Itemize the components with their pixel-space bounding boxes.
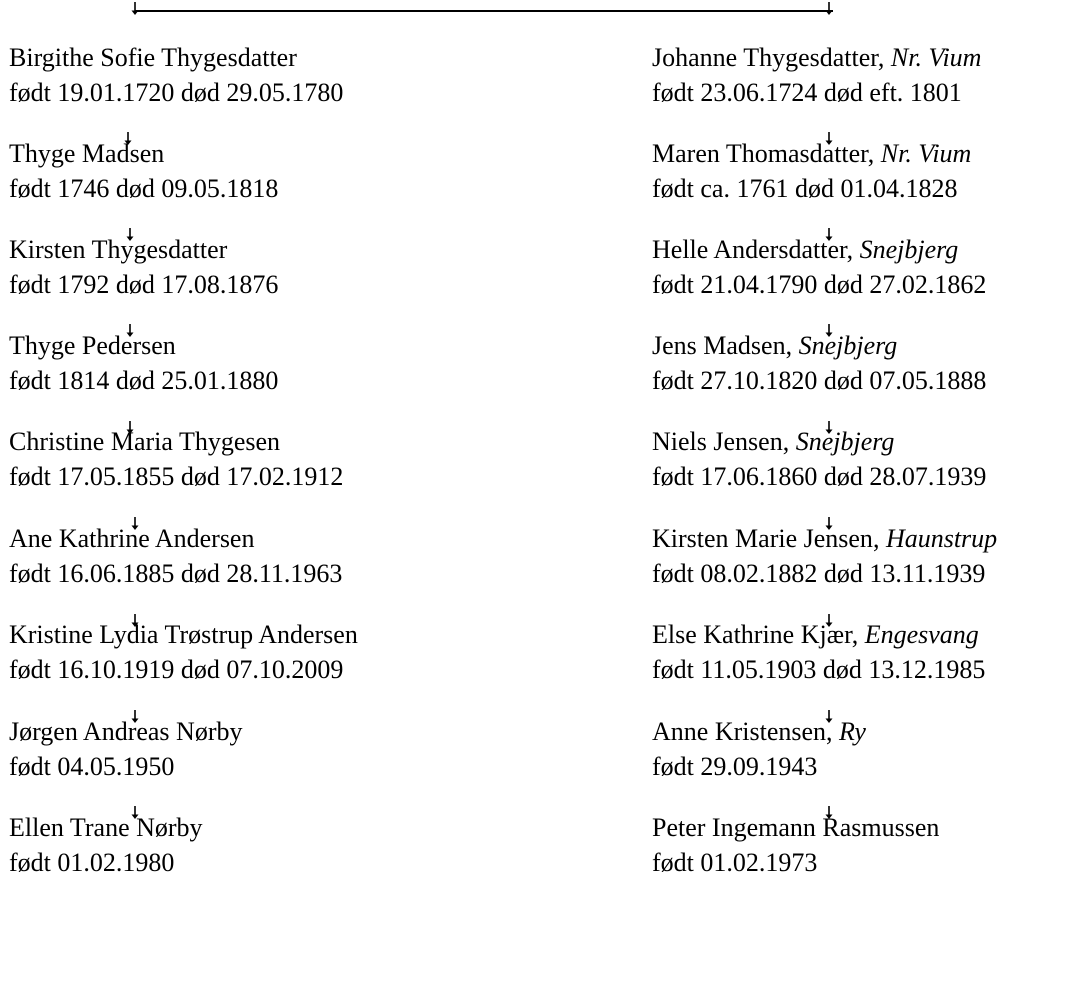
person-place: Ry <box>839 717 866 746</box>
person-entry <box>652 714 866 784</box>
person-name: Jørgen Andreas Nørby <box>9 717 243 746</box>
person-place: Nr. Vium <box>890 43 982 72</box>
person-name-line <box>9 617 358 652</box>
person-name: Else Kathrine Kjær <box>652 620 852 649</box>
place-separator: , <box>826 717 840 746</box>
place-separator: , <box>782 427 796 456</box>
person-dates: født ca. 1761 død 01.04.1828 <box>652 174 958 203</box>
person-entry <box>652 521 997 591</box>
person-name: Anne Kristensen <box>652 717 827 746</box>
person-dates: født 16.10.1919 død 07.10.2009 <box>9 655 344 684</box>
person-entry <box>9 617 358 687</box>
person-name: Jens Madsen <box>652 331 786 360</box>
person-name: Ane Kathrine Andersen <box>9 524 255 553</box>
person-dates: født 27.10.1820 død 07.05.1888 <box>652 366 987 395</box>
person-place: Nr. Vium <box>880 139 972 168</box>
person-dates: født 04.05.1950 <box>9 752 175 781</box>
person-dates: født 23.06.1724 død eft. 1801 <box>652 78 962 107</box>
person-entry <box>9 328 278 398</box>
person-name: Thyge Pedersen <box>9 331 176 360</box>
person-name-line <box>9 424 343 459</box>
person-entry <box>652 424 986 494</box>
person-place: Snejbjerg <box>798 331 898 360</box>
person-name-line <box>9 232 278 267</box>
person-entry <box>652 617 985 687</box>
person-dates: født 16.06.1885 død 28.11.1963 <box>9 559 343 588</box>
person-name: Kirsten Thygesdatter <box>9 235 228 264</box>
person-name-line <box>652 328 986 363</box>
down-arrow-icon <box>129 2 141 16</box>
person-name: Christine Maria Thygesen <box>9 427 281 456</box>
place-separator: , <box>851 620 865 649</box>
person-name-line <box>652 136 971 171</box>
person-name: Johanne Thygesdatter <box>652 43 878 72</box>
down-arrow-icon <box>823 2 835 16</box>
person-dates: født 11.05.1903 død 13.12.1985 <box>652 655 986 684</box>
person-name: Peter Ingemann Rasmussen <box>652 813 940 842</box>
person-place: Snejbjerg <box>859 235 959 264</box>
person-entry <box>9 40 343 110</box>
person-entry <box>9 521 342 591</box>
person-name-line <box>652 810 939 845</box>
place-separator: , <box>867 139 881 168</box>
person-entry <box>9 136 278 206</box>
place-separator: , <box>872 524 886 553</box>
person-dates: født 08.02.1882 død 13.11.1939 <box>652 559 986 588</box>
person-name: Kristine Lydia Trøstrup Andersen <box>9 620 358 649</box>
place-separator: , <box>785 331 799 360</box>
person-dates: født 21.04.1790 død 27.02.1862 <box>652 270 987 299</box>
person-dates: født 19.01.1720 død 29.05.1780 <box>9 78 344 107</box>
person-name-line <box>9 521 342 556</box>
person-entry <box>652 328 986 398</box>
person-dates: født 29.09.1943 <box>652 752 818 781</box>
person-name: Helle Andersdatter <box>652 235 847 264</box>
person-entry <box>9 232 278 302</box>
person-name: Ellen Trane Nørby <box>9 813 203 842</box>
person-entry <box>9 424 343 494</box>
person-dates: født 1814 død 25.01.1880 <box>9 366 279 395</box>
person-entry <box>652 136 971 206</box>
person-name-line <box>652 424 986 459</box>
person-name-line <box>9 714 242 749</box>
person-name-line <box>652 232 986 267</box>
person-entry <box>652 810 939 880</box>
person-name: Birgithe Sofie Thygesdatter <box>9 43 297 72</box>
person-name-line <box>9 40 343 75</box>
person-name-line <box>652 521 997 556</box>
person-dates: født 01.02.1973 <box>652 848 818 877</box>
person-name: Niels Jensen <box>652 427 783 456</box>
person-name-line <box>652 714 866 749</box>
place-separator: , <box>846 235 860 264</box>
person-name: Kirsten Marie Jensen <box>652 524 873 553</box>
connector-line <box>135 10 833 12</box>
person-name-line <box>9 328 278 363</box>
person-entry <box>9 714 242 784</box>
person-entry <box>652 40 981 110</box>
person-name-line <box>652 40 981 75</box>
person-name: Maren Thomasdatter <box>652 139 868 168</box>
person-name-line <box>9 810 203 845</box>
person-place: Engesvang <box>864 620 979 649</box>
person-dates: født 1792 død 17.08.1876 <box>9 270 279 299</box>
person-dates: født 17.06.1860 død 28.07.1939 <box>652 462 987 491</box>
person-name: Thyge Madsen <box>9 139 165 168</box>
person-entry <box>652 232 986 302</box>
person-entry <box>9 810 203 880</box>
person-place: Haunstrup <box>885 524 998 553</box>
person-dates: født 17.05.1855 død 17.02.1912 <box>9 462 344 491</box>
place-separator: , <box>877 43 891 72</box>
person-name-line <box>9 136 278 171</box>
person-name-line <box>652 617 985 652</box>
person-dates: født 01.02.1980 <box>9 848 175 877</box>
person-place: Snejbjerg <box>795 427 895 456</box>
person-dates: født 1746 død 09.05.1818 <box>9 174 279 203</box>
